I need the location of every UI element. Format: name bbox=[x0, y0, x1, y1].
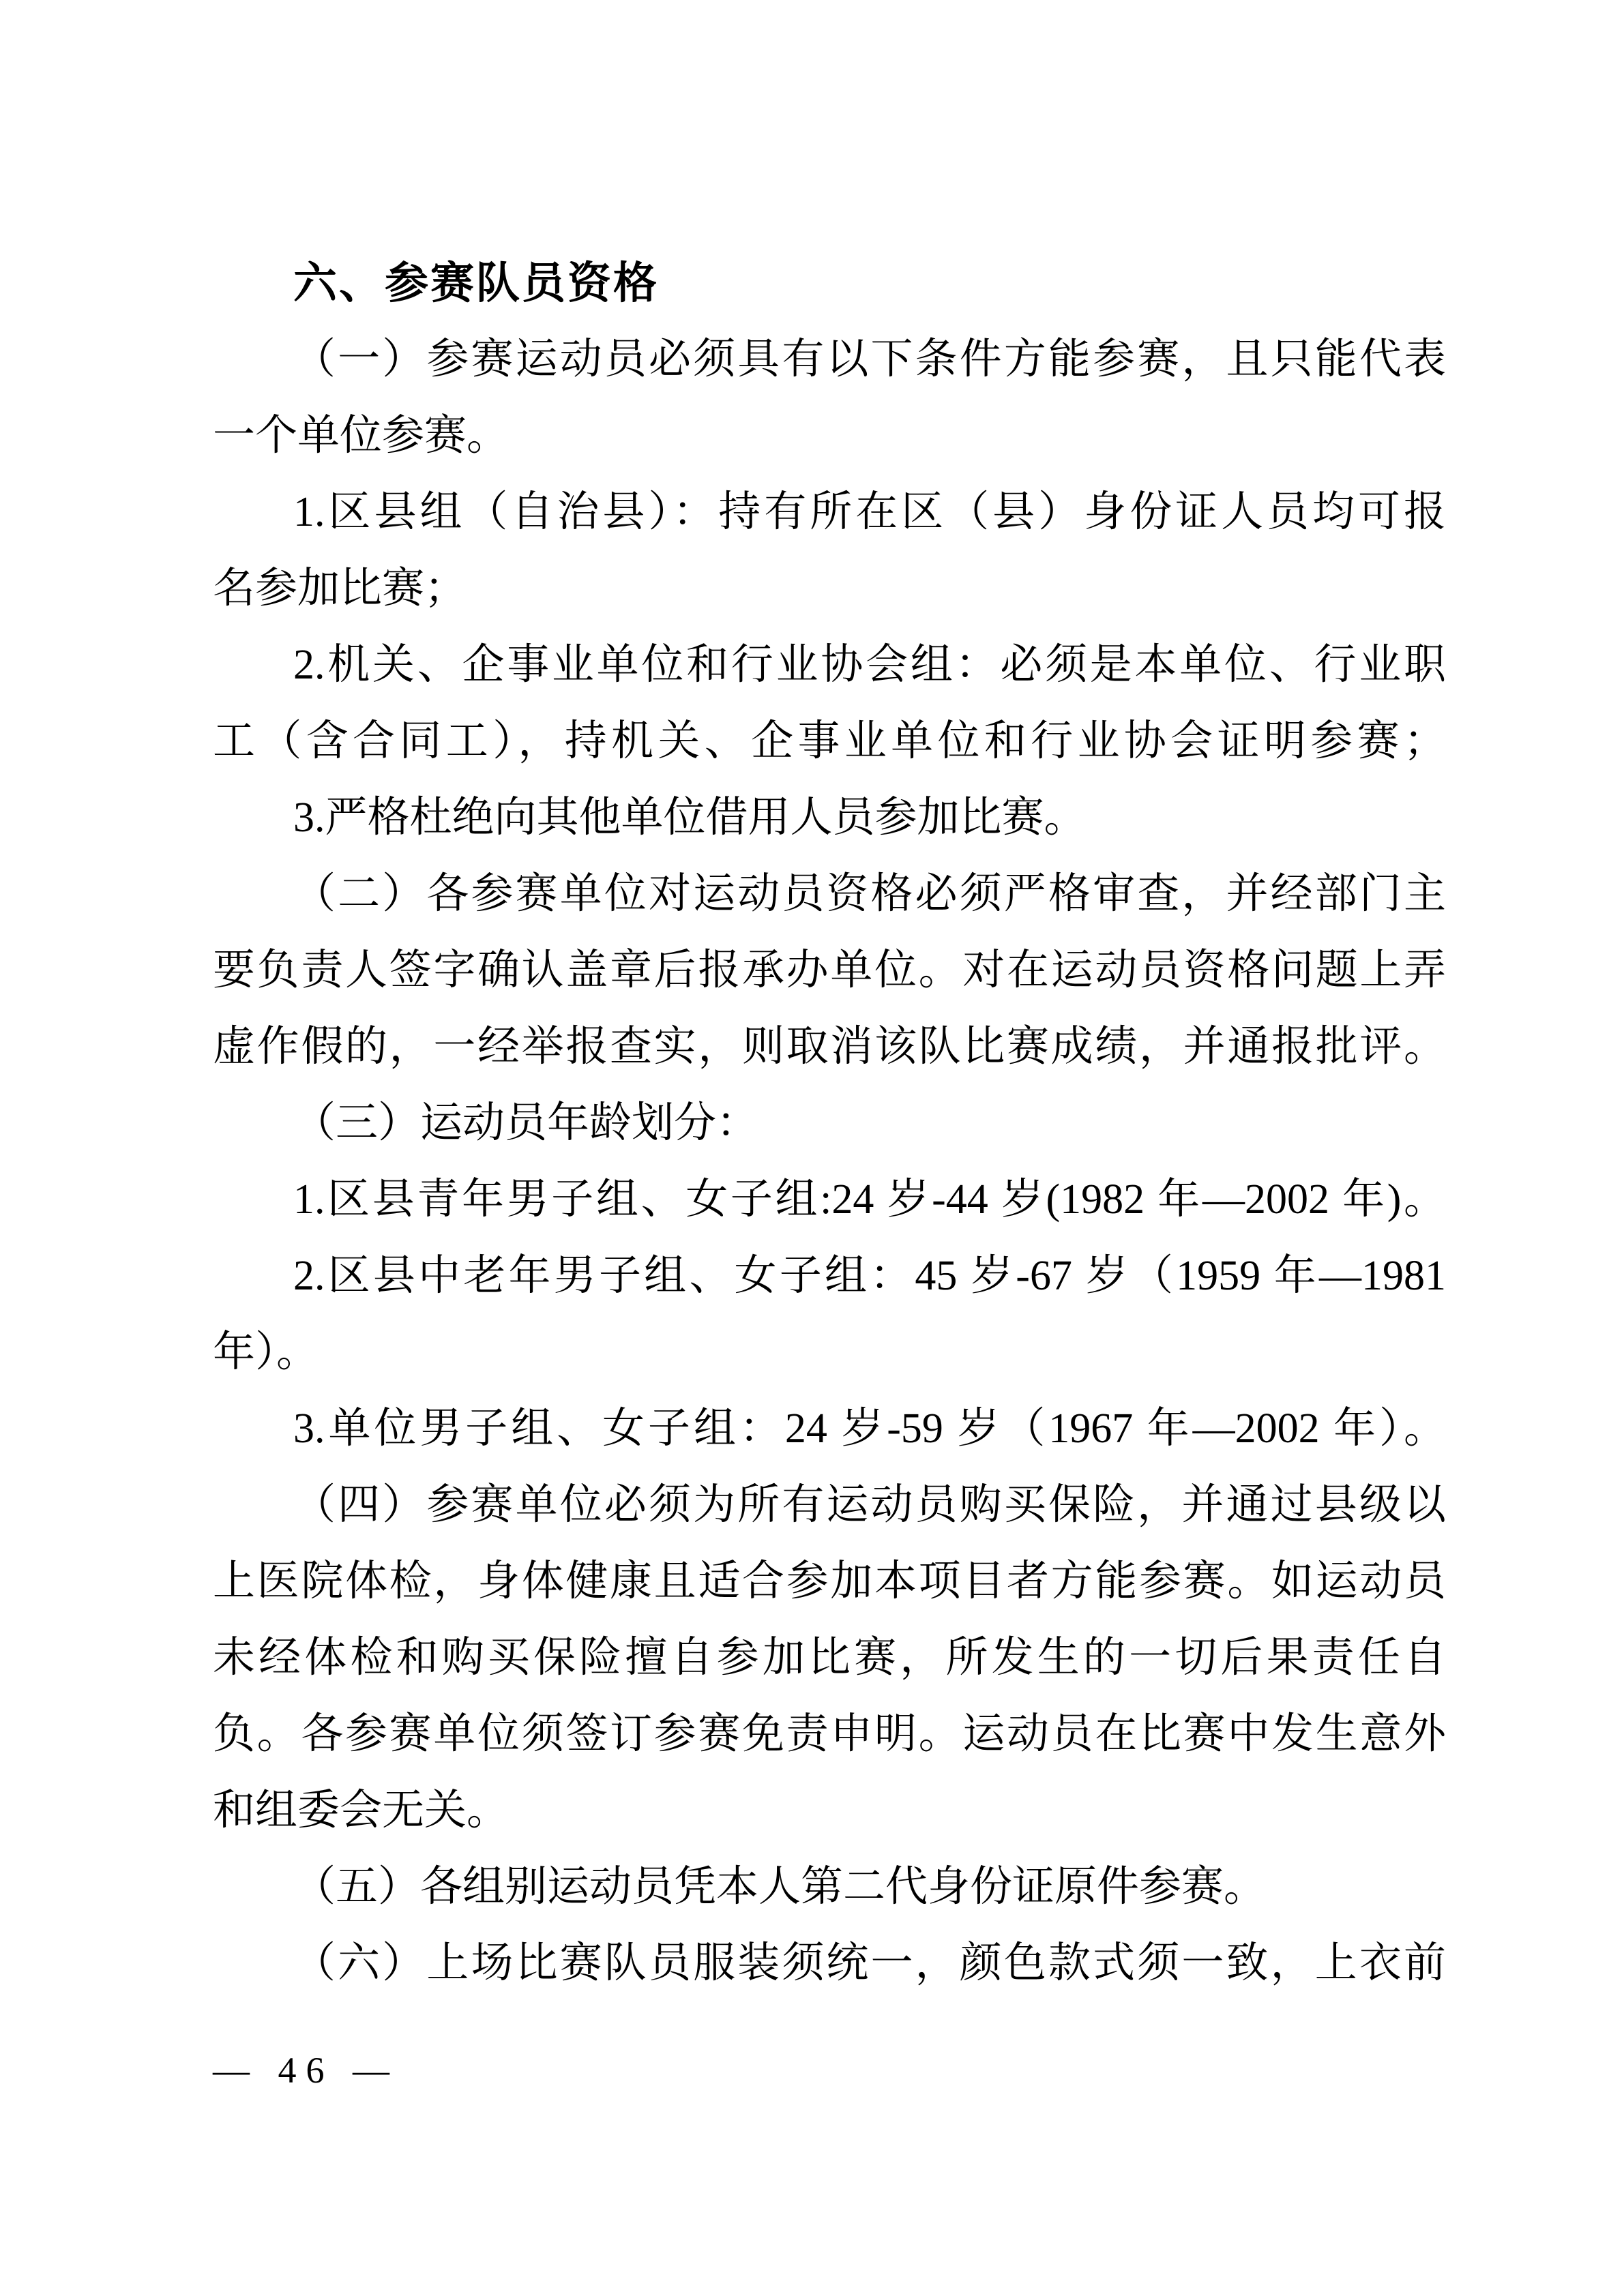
text-line: 3.严格杜绝向其他单位借用人员参加比赛。 bbox=[293, 794, 1087, 841]
text-line: 和组委会无关。 bbox=[213, 1787, 510, 1834]
text-line: 名参加比赛； bbox=[213, 565, 467, 612]
text-line: 2.机关、企事业单位和行业协会组：必须是本单位、行业职 bbox=[293, 642, 1446, 688]
text-line: （二）各参赛单位对运动员资格必须严格审查，并经部门主 bbox=[293, 871, 1446, 917]
section-heading: 六、参赛队员资格 bbox=[293, 258, 659, 308]
text-line: （三）运动员年龄划分： bbox=[293, 1100, 759, 1146]
text-line: 上医院体检，身体健康且适合参加本项目者方能参赛。如运动员 bbox=[213, 1558, 1446, 1605]
text-line: （一）参赛运动员必须具有以下条件方能参赛，且只能代表 bbox=[293, 336, 1446, 383]
text-line: 工（含合同工），持机关、企事业单位和行业协会证明参赛； bbox=[213, 718, 1446, 764]
text-line: （四）参赛单位必须为所有运动员购买保险，并通过县级以 bbox=[293, 1482, 1446, 1528]
text-line: 负。各参赛单位须签订参赛免责申明。运动员在比赛中发生意外 bbox=[213, 1711, 1446, 1757]
text-line: 未经体检和购买保险擅自参加比赛，所发生的一切后果责任自 bbox=[213, 1635, 1446, 1681]
text-line: 年）。 bbox=[213, 1329, 319, 1375]
text-line: 虚作假的，一经举报查实，则取消该队比赛成绩，并通报批评。 bbox=[213, 1024, 1446, 1070]
text-line: 1.区县青年男子组、女子组:24 岁-44 岁(1982 年—2002 年)。 bbox=[293, 1176, 1446, 1223]
text-line: 2.区县中老年男子组、女子组：45 岁-67 岁（1959 年—1981 bbox=[293, 1253, 1446, 1299]
text-line: （五）各组别运动员凭本人第二代身份证原件参赛。 bbox=[293, 1864, 1267, 1910]
text-line: 1.区县组（自治县）：持有所在区（县）身份证人员均可报 bbox=[293, 489, 1446, 535]
document-body bbox=[213, 245, 1446, 2001]
text-line: 要负责人签字确认盖章后报承办单位。对在运动员资格问题上弄 bbox=[213, 947, 1446, 994]
text-line: （六）上场比赛队员服装须统一，颜色款式须一致，上衣前 bbox=[293, 1940, 1446, 1986]
page-number-footer: — 46 — bbox=[213, 2050, 399, 2091]
text-line: 一个单位参赛。 bbox=[213, 413, 510, 459]
text-line: 3.单位男子组、女子组：24 岁-59 岁（1967 年—2002 年）。 bbox=[293, 1405, 1446, 1452]
